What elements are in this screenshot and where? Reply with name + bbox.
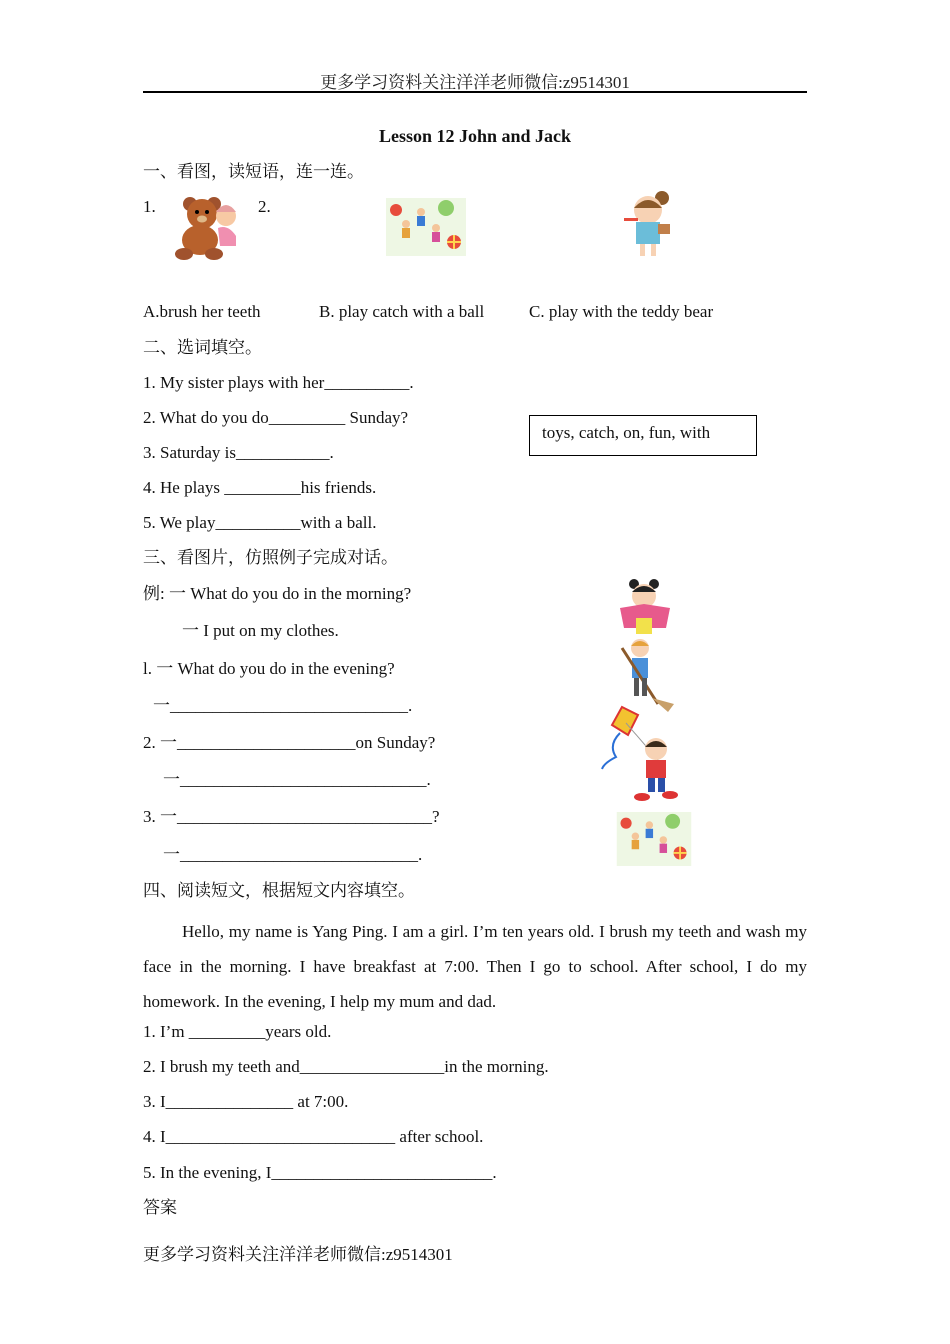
section4-item: 1. I’m _________years old. [143, 1022, 332, 1041]
section2-item: 3. Saturday is___________. [143, 443, 334, 462]
section1-option-b: B. play catch with a ball [319, 302, 485, 321]
section3-answer-2: 一_____________________________. [163, 770, 431, 789]
section3-answer-1: 一____________________________. [153, 696, 413, 715]
section3-example-question: 例: 一 What do you do in the morning? [143, 584, 412, 603]
section4-item: 2. I brush my teeth and_________________in the morning. [143, 1057, 549, 1076]
section3-question-3: 3. 一______________________________? [143, 807, 440, 826]
section3-heading: 三、看图片，仿照例子完成对话。 [143, 548, 398, 567]
section2-item: 2. What do you do_________ Sunday? [143, 408, 409, 427]
girl-brushing-teeth-image [622, 190, 678, 260]
page-footer: 更多学习资料关注洋洋老师微信:z9514301 [143, 1245, 453, 1264]
girl-putting-on-clothes-image [614, 578, 676, 636]
answer-label: 答案 [143, 1198, 177, 1217]
teddy-bear-image [170, 190, 242, 262]
section2-item: 4. He plays _________his friends. [143, 478, 377, 497]
section4-item: 4. I___________________________ after school. [143, 1127, 484, 1146]
kids-playing-ball-image [616, 812, 692, 866]
page-header: 更多学习资料关注洋洋老师微信:z9514301 [320, 73, 630, 92]
kids-playing-catch-image [386, 198, 466, 256]
section3-example-answer: 一 I put on my clothes. [182, 621, 339, 640]
section2-heading: 二、选词填空。 [143, 338, 262, 357]
section1-option-c: C. play with the teddy bear [529, 302, 714, 321]
section3-question-1: l. 一 What do you do in the evening? [143, 659, 395, 678]
boy-flying-kite-image [598, 705, 688, 805]
word-bank-box [529, 415, 757, 456]
section3-answer-3: 一____________________________. [163, 845, 423, 864]
section4-heading: 四、阅读短文，根据短文内容填空。 [143, 881, 415, 900]
section1-num-1: 1. [143, 197, 156, 216]
header-rule [143, 91, 807, 93]
section4-item: 5. In the evening, I__________________________. [143, 1163, 497, 1182]
lesson-title: Lesson 12 John and Jack [378, 126, 572, 146]
section1-heading: 一、看图，读短语，连一连。 [143, 162, 364, 181]
word-bank-text: toys, catch, on, fun, with [542, 423, 711, 442]
section4-item: 3. I_______________ at 7:00. [143, 1092, 349, 1111]
section2-item: 1. My sister plays with her__________. [143, 373, 414, 392]
section1-option-a: A.brush her teeth [143, 302, 261, 321]
section2-item: 5. We play__________with a ball. [143, 513, 377, 532]
reading-passage: Hello, my name is Yang Ping. I am a girl. I’m ten years old. I brush my teeth and wash my face in the morning. I have breakfast at 7:00. Then I go to school. After school, I do my homework. In the evening, I help my mum and dad. [143, 922, 807, 1011]
section1-num-2: 2. [258, 197, 271, 216]
section3-question-2: 2. 一_____________________on Sunday? [143, 733, 436, 752]
